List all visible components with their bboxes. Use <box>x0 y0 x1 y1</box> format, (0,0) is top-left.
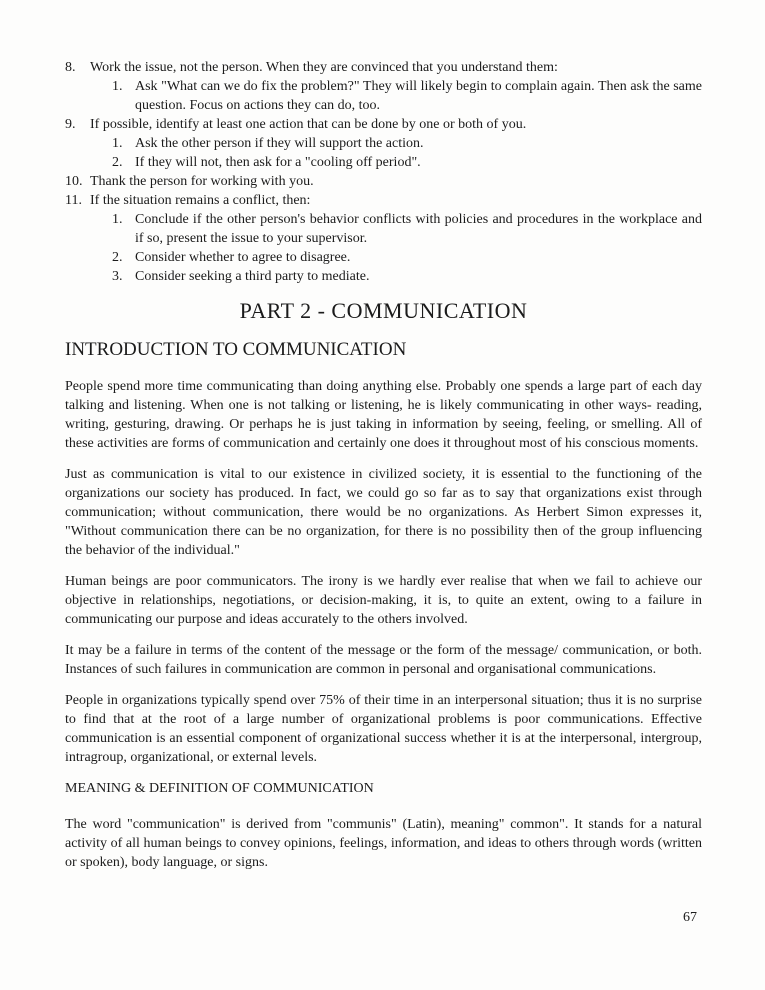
sub-item-text: Ask "What can we do fix the problem?" They will likely begin to complain again. Then ask the same question. Focus on actions they can do, too. <box>135 79 702 113</box>
list-item-8 <box>65 58 702 77</box>
section-title: INTRODUCTION TO COMMUNICATION <box>65 339 407 360</box>
list-item-text: Thank the person for working with you. <box>90 174 314 189</box>
list-item-number: 10. <box>65 174 83 189</box>
document-content <box>65 58 702 872</box>
page-number: 67 <box>683 910 697 925</box>
sub-item-8-1 <box>112 77 702 115</box>
paragraph-4: It may be a failure in terms of the content of the message or the form of the message/ communication, or both. Instances of such failures in communication are common in personal and organisational communications. <box>65 643 702 677</box>
sub-item-11-1 <box>112 210 702 248</box>
sub-item-text: If they will not, then ask for a "cooling off period". <box>135 155 421 170</box>
paragraph-3: Human beings are poor communicators. The irony is we hardly ever realise that when we fail to achieve our objective in relationships, negotiations, or decision-making, it is, to quite an extent, owing to a failure in communicating our purpose and ideas accurately to the others involved. <box>65 574 702 627</box>
paragraph-2: Just as communication is vital to our existence in civilized society, it is essential to the functioning of the organizations our society has produced. In fact, we could go so far as to say that organizations exist through communication; without communication, there would be no organizations. As Herbert Simon expresses it, "Without communication there can be no organization, for there is no possibility then of the group influencing the behavior of the individual." <box>65 467 702 558</box>
list-item-10 <box>65 172 702 191</box>
sub-item-9-2 <box>112 153 702 172</box>
sub-item-text: Consider whether to agree to disagree. <box>135 250 351 265</box>
sub-item-text: Ask the other person if they will support the action. <box>135 136 424 151</box>
sub-item-11-2 <box>112 248 702 267</box>
list-item-number: 9. <box>65 117 76 132</box>
sub-item-number: 2. <box>112 155 123 170</box>
paragraph-1: People spend more time communicating than doing anything else. Probably one spends a large part of each day talking and listening. When one is not talking or listening, he is likely communicating in other ways- reading, writing, gesturing, drawing. Or perhaps he is just taking in information by seeing, feeling, or smelling. All of these activities are forms of communication and certainly one does it throughout most of his conscious moments. <box>65 379 702 451</box>
list-item-9 <box>65 115 702 134</box>
sub-item-text: Conclude if the other person's behavior conflicts with policies and procedures in the workplace and if so, present the issue to your supervisor. <box>135 212 702 246</box>
sub-item-number: 1. <box>112 136 123 151</box>
sub-item-number: 2. <box>112 250 123 265</box>
list-item-text: If the situation remains a conflict, then: <box>90 193 311 208</box>
sub-item-text: Consider seeking a third party to mediate. <box>135 269 370 284</box>
paragraph-5: People in organizations typically spend over 75% of their time in an interpersonal situation; thus it is no surprise to find that at the root of a large number of organizational problems is poor communications. Effective communication is an essential component of organizational success whether it is at the interpersonal, intergroup, intragroup, organizational, or external levels. <box>65 693 702 765</box>
numbered-list <box>65 58 702 286</box>
part-title: PART 2 - COMMUNICATION <box>239 298 528 323</box>
subsection-title: MEANING & DEFINITION OF COMMUNICATION <box>65 781 374 796</box>
sub-item-9-1 <box>112 134 702 153</box>
sub-item-number: 3. <box>112 269 123 284</box>
list-item-text: Work the issue, not the person. When they are convinced that you understand them: <box>90 60 558 75</box>
list-item-number: 8. <box>65 60 76 75</box>
sub-item-number: 1. <box>112 79 123 94</box>
sub-item-11-3 <box>112 267 702 286</box>
paragraph-6: The word "communication" is derived from "communis" (Latin), meaning" common". It stands for a natural activity of all human beings to convey opinions, feelings, information, and ideas to others through words (written or spoken), body language, or signs. <box>65 817 702 870</box>
list-item-11 <box>65 191 702 210</box>
list-item-number: 11. <box>65 193 82 208</box>
list-item-text: If possible, identify at least one action that can be done by one or both of you. <box>90 117 527 132</box>
sub-item-number: 1. <box>112 212 123 227</box>
